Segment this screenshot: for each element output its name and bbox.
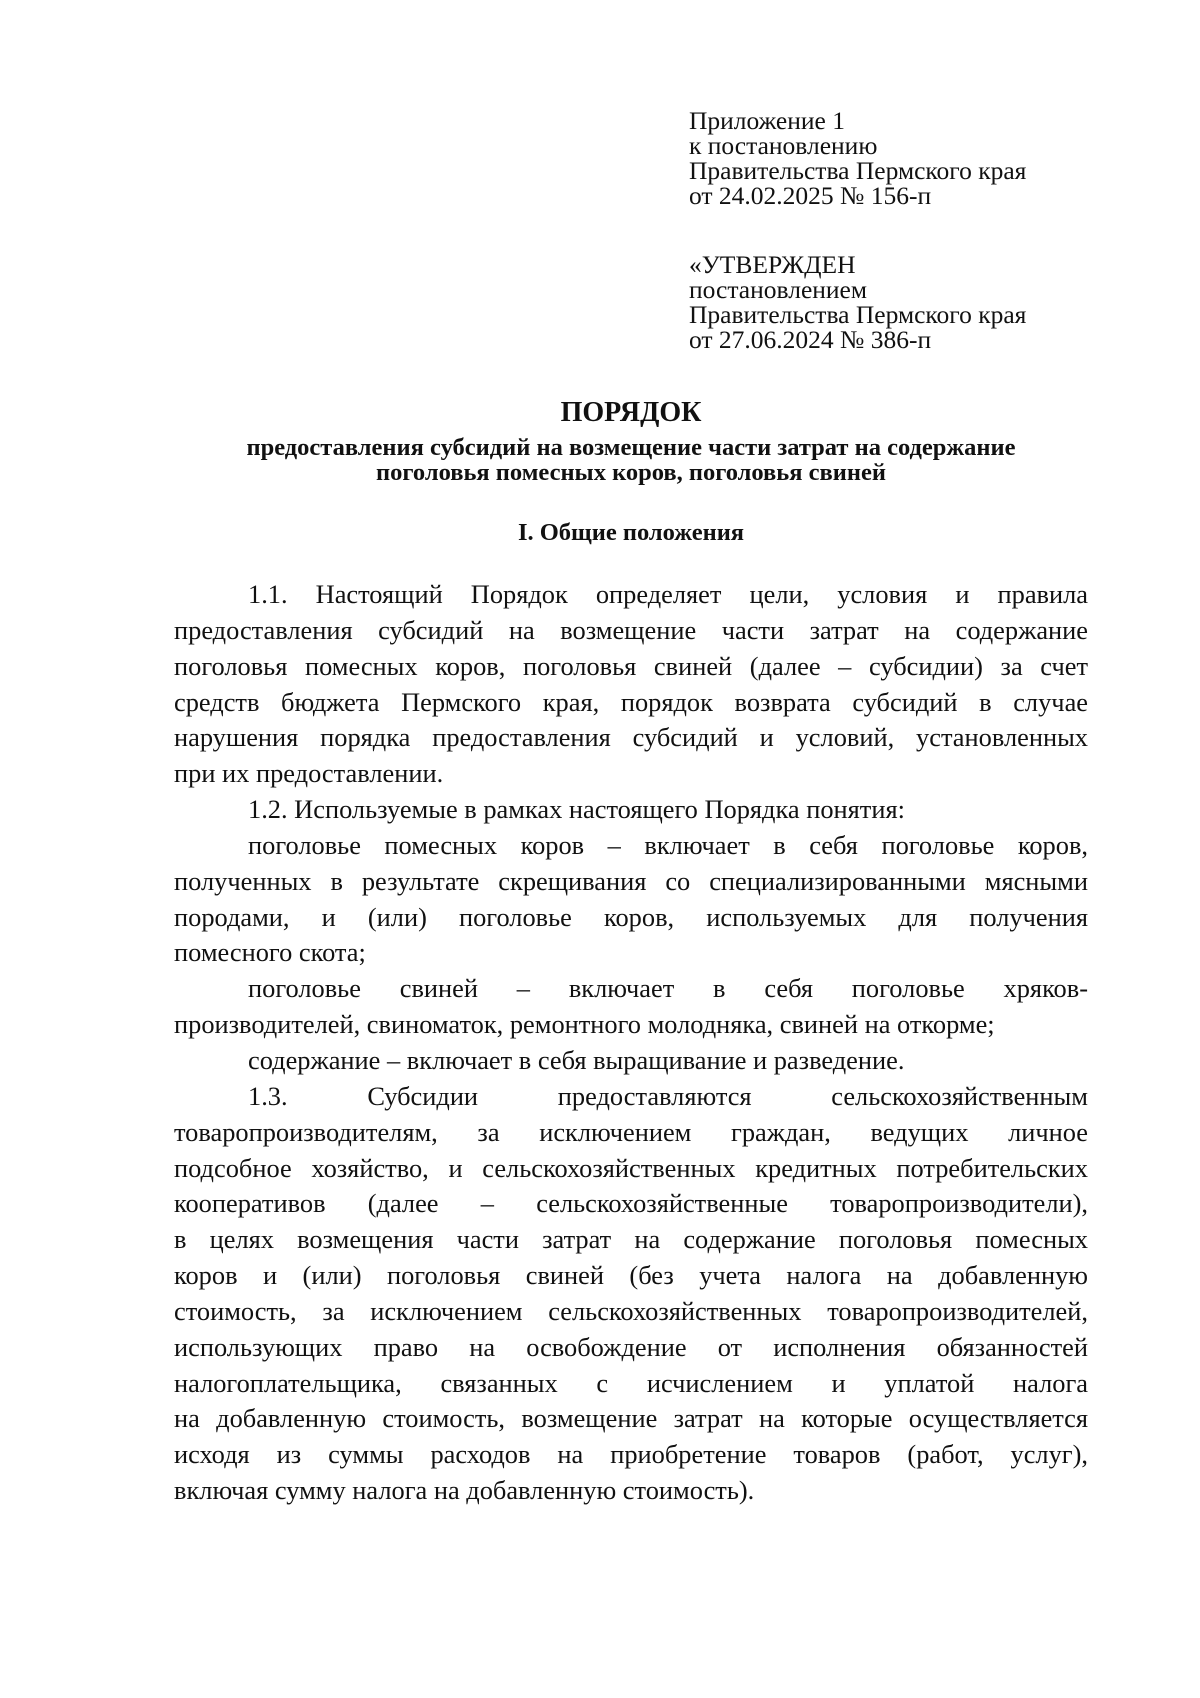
- paragraph-line: товаропроизводителям, за исключением граждан, ведущих личное: [174, 1116, 1088, 1147]
- paragraph-line: налогоплательщика, связанных с исчислением и уплатой налога: [174, 1367, 1088, 1398]
- paragraph-line: стоимость, за исключением сельскохозяйственных товаропроизводителей,: [174, 1295, 1088, 1326]
- subtitle-line: предоставления субсидий на возмещение части затрат на содержание: [246, 434, 1016, 461]
- paragraph-line: породами, и (или) поголовье коров, используемых для получения: [174, 901, 1088, 932]
- appendix-line: Приложение 1: [689, 106, 845, 135]
- paragraph-line: содержание – включает в себя выращивание и разведение.: [248, 1044, 905, 1075]
- paragraph-line: 1.2. Используемые в рамках настоящего Порядка понятия:: [248, 794, 905, 825]
- approval-reference: [689, 252, 1026, 352]
- paragraph-line: поголовья помесных коров, поголовья свиней (далее – субсидии) за счет: [174, 650, 1088, 681]
- paragraph-line: производителей, свиноматок, ремонтного молодняка, свиней на откорме;: [174, 1009, 995, 1040]
- paragraph-line: при их предоставлении.: [174, 758, 444, 789]
- approval-line: Правительства Пермского края: [689, 300, 1027, 329]
- paragraph-line: использующих право на освобождение от исполнения обязанностей: [174, 1331, 1088, 1362]
- paragraph-line: поголовье помесных коров – включает в себя поголовье коров,: [248, 829, 1088, 860]
- approval-line: «УТВЕРЖДЕН: [689, 250, 856, 279]
- document-title: ПОРЯДОК: [560, 397, 702, 428]
- paragraph-line: подсобное хозяйство, и сельскохозяйственных кредитных потребительских: [174, 1152, 1088, 1183]
- paragraph-line: средств бюджета Пермского края, порядок возврата субсидий в случае: [174, 686, 1088, 717]
- paragraph-line: помесного скота;: [174, 937, 366, 968]
- paragraph-line: кооперативов (далее – сельскохозяйственные товаропроизводители),: [174, 1188, 1088, 1219]
- appendix-line: к постановлению: [689, 131, 878, 160]
- approval-line: постановлением: [689, 275, 868, 304]
- paragraph-line: поголовье свиней – включает в себя поголовье хряков-: [248, 973, 1088, 1004]
- appendix-reference: [689, 108, 1026, 208]
- appendix-line: от 24.02.2025 № 156-п: [689, 181, 932, 210]
- subtitle-line: поголовья помесных коров, поголовья свиней: [376, 459, 886, 486]
- paragraph-line: нарушения порядка предоставления субсидий и условий, установленных: [174, 722, 1088, 753]
- paragraph-line: исходя из суммы расходов на приобретение товаров (работ, услуг),: [174, 1439, 1088, 1470]
- paragraph-line: 1.1. Настоящий Порядок определяет цели, условия и правила: [248, 579, 1088, 609]
- appendix-line: Правительства Пермского края: [689, 156, 1027, 185]
- paragraph-line: включая сумму налога на добавленную стоимость).: [174, 1475, 755, 1506]
- approval-line: от 27.06.2024 № 386-п: [689, 325, 932, 354]
- paragraph-line: коров и (или) поголовья свиней (без учета налога на добавленную: [174, 1260, 1088, 1291]
- body-text: [174, 577, 1088, 1509]
- document-subtitle: [0, 435, 1200, 485]
- paragraph-line: на добавленную стоимость, возмещение затрат на которые осуществляется: [174, 1403, 1088, 1434]
- section-heading: I. Общие положения: [517, 519, 745, 546]
- paragraph-line: полученных в результате скрещивания со специализированными мясными: [174, 865, 1088, 896]
- paragraph-line: 1.3. Субсидии предоставляются сельскохозяйственным: [248, 1080, 1088, 1111]
- paragraph-line: в целях возмещения части затрат на содержание поголовья помесных: [174, 1224, 1088, 1255]
- paragraph-line: предоставления субсидий на возмещение части затрат на содержание: [174, 614, 1088, 645]
